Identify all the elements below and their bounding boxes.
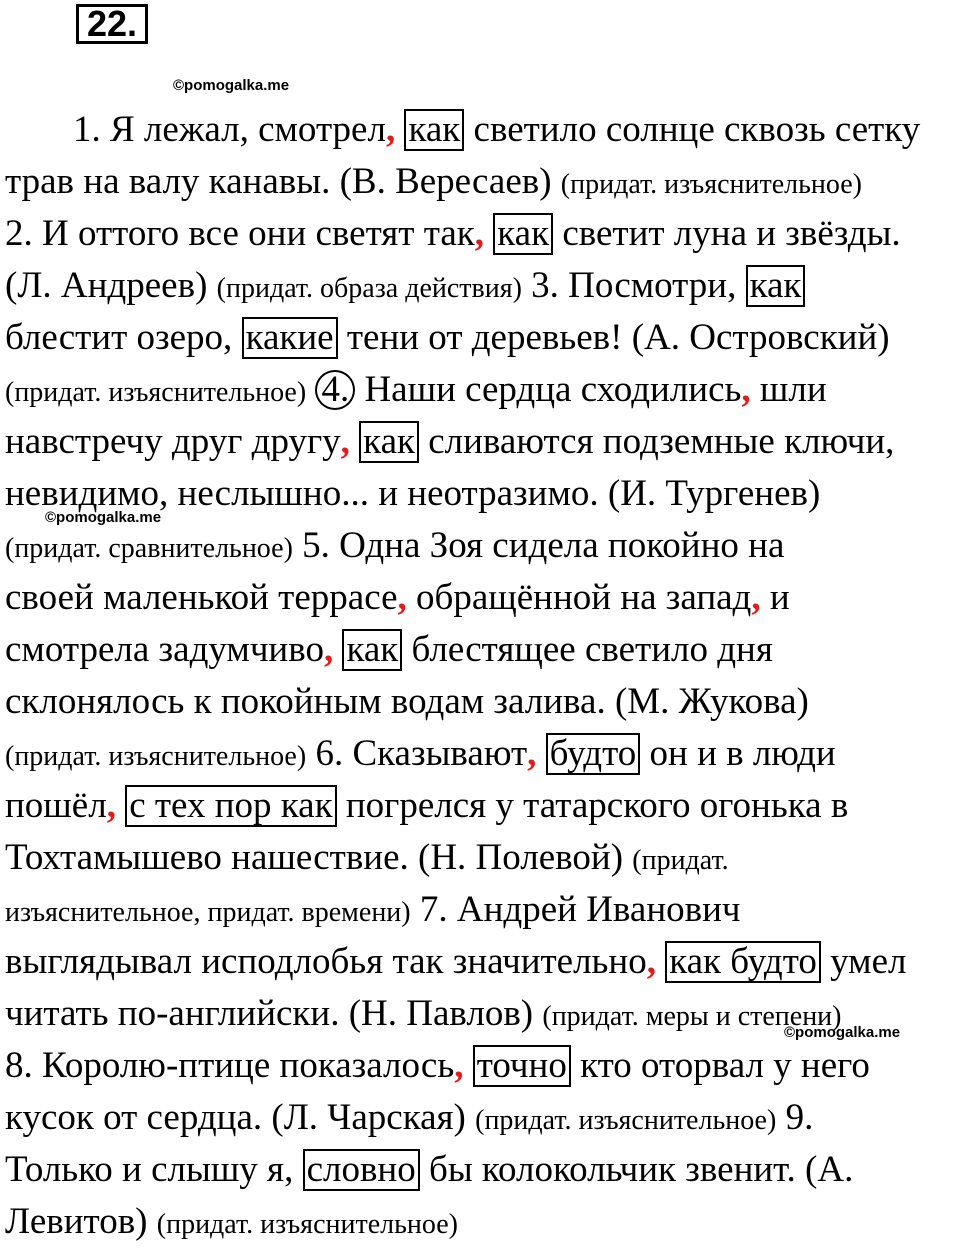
text-fragment: 1. Я лежал, смотрел bbox=[73, 109, 386, 150]
text-fragment: он и в люди bbox=[640, 733, 836, 774]
text-fragment bbox=[333, 629, 342, 670]
text-line bbox=[5, 728, 955, 780]
text-fragment: тени от деревьев! (А. Островский) bbox=[337, 317, 890, 358]
conjunction-box: как bbox=[404, 109, 464, 151]
text-fragment: 6. Сказывают bbox=[306, 733, 528, 774]
comma-mark: , bbox=[340, 421, 350, 462]
text-fragment: 9. bbox=[776, 1097, 814, 1138]
clause-type-note: изъяснительное, придат. времени) bbox=[5, 897, 411, 928]
text-line bbox=[5, 624, 955, 676]
text-line bbox=[5, 1144, 955, 1196]
text-fragment bbox=[350, 421, 359, 462]
text-line bbox=[5, 416, 955, 468]
text-line bbox=[5, 104, 955, 156]
clause-type-note: (придат. изъяснительное) bbox=[156, 1209, 458, 1240]
text-fragment: кто оторвал у него bbox=[570, 1045, 870, 1086]
text-fragment bbox=[536, 733, 545, 774]
text-fragment: (Л. Андреев) bbox=[5, 265, 217, 306]
conjunction-box: как bbox=[746, 265, 806, 307]
text-line bbox=[5, 260, 955, 312]
text-line bbox=[5, 1196, 955, 1248]
text-fragment: обращённой на запад bbox=[406, 577, 752, 618]
text-fragment: Наши сердца сходились bbox=[355, 369, 742, 410]
conjunction-box: с тех пор как bbox=[125, 785, 336, 827]
text-line bbox=[5, 936, 955, 988]
exercise-number: 22. bbox=[76, 4, 148, 44]
clause-type-note: (придат. изъяснительное) bbox=[5, 377, 307, 408]
text-fragment: читать по-английски. (Н. Павлов) bbox=[5, 993, 543, 1034]
watermark: ©pomogalka.me bbox=[784, 1024, 901, 1041]
conjunction-box: какие bbox=[242, 317, 338, 359]
clause-type-note: (придат. bbox=[632, 845, 729, 876]
text-fragment: светит луна и звёзды. bbox=[553, 213, 901, 254]
text-line bbox=[5, 572, 955, 624]
text-fragment: Левитов) bbox=[5, 1201, 157, 1242]
text-line bbox=[5, 832, 955, 884]
text-fragment: своей маленькой террасе bbox=[5, 577, 398, 618]
conjunction-box: как bbox=[493, 213, 553, 255]
clause-type-note: (придат. образа действия) bbox=[216, 273, 522, 304]
text-fragment: погрелся у татарского огонька в bbox=[336, 785, 849, 826]
text-fragment: 8. Королю-птице показалось bbox=[5, 1045, 455, 1086]
conjunction-box: как bbox=[359, 421, 419, 463]
text-fragment: 2. И оттого все они светят так bbox=[5, 213, 475, 254]
text-line bbox=[5, 520, 955, 572]
text-fragment: бы колокольчик звенит. (А. bbox=[419, 1149, 854, 1190]
text-line bbox=[5, 1092, 955, 1144]
text-fragment bbox=[395, 109, 404, 150]
conjunction-box: словно bbox=[303, 1149, 420, 1191]
text-fragment: выглядывал исподлобья так значительно bbox=[5, 941, 647, 982]
text-fragment bbox=[463, 1045, 472, 1086]
conjunction-box: будто bbox=[546, 733, 641, 775]
text-line bbox=[5, 676, 955, 728]
comma-mark: , bbox=[646, 941, 656, 982]
text-fragment: склонялось к покойным водам залива. (М. Жукова) bbox=[5, 681, 809, 722]
conjunction-box: точно bbox=[473, 1045, 571, 1087]
text-fragment: трав на валу канавы. (В. Вересаев) bbox=[5, 161, 561, 202]
comma-mark: , bbox=[323, 629, 334, 670]
text-fragment: невидимо, неслышно... и неотразимо. (И. Тургенев) bbox=[5, 473, 821, 514]
text-fragment: 5. Одна Зоя сидела покойно на bbox=[292, 525, 785, 566]
text-fragment: пошёл bbox=[5, 785, 107, 826]
clause-type-note: (придат. изъяснительное) bbox=[560, 169, 862, 200]
text-line bbox=[5, 468, 955, 520]
text-fragment bbox=[116, 785, 125, 826]
text-fragment: навстречу друг другу bbox=[5, 421, 341, 462]
text-fragment bbox=[484, 213, 493, 254]
text-fragment: блестит озеро, bbox=[5, 317, 242, 358]
text-fragment: шли bbox=[750, 369, 827, 410]
watermark: ©pomogalka.me bbox=[45, 509, 162, 526]
comma-mark: , bbox=[385, 109, 396, 150]
text-fragment: блестящее светило дня bbox=[402, 629, 773, 670]
text-fragment: кусок от сердца. (Л. Чарская) bbox=[5, 1097, 476, 1138]
comma-mark: , bbox=[527, 733, 537, 774]
clause-type-note: (придат. сравнительное) bbox=[5, 533, 293, 564]
clause-type-note: (придат. изъяснительное) bbox=[475, 1105, 777, 1136]
conjunction-box: как будто bbox=[665, 941, 821, 983]
text-fragment: и bbox=[760, 577, 790, 618]
comma-mark: , bbox=[751, 577, 761, 618]
exercise-text bbox=[5, 104, 955, 1248]
text-fragment bbox=[306, 369, 315, 410]
text-fragment: умел bbox=[820, 941, 907, 982]
watermark: ©pomogalka.me bbox=[173, 77, 290, 94]
text-fragment: Тохтамышево нашествие. (Н. Полевой) bbox=[5, 837, 633, 878]
text-line bbox=[5, 780, 955, 832]
comma-mark: , bbox=[474, 213, 484, 254]
clause-type-note: (придат. изъяснительное) bbox=[5, 741, 307, 772]
text-fragment bbox=[656, 941, 665, 982]
text-line bbox=[5, 312, 955, 364]
comma-mark: , bbox=[106, 785, 116, 826]
text-fragment: 7. Андрей Иванович bbox=[410, 889, 741, 930]
text-fragment: светило солнце сквозь сетку bbox=[464, 109, 921, 150]
comma-mark: , bbox=[397, 577, 407, 618]
text-line bbox=[5, 208, 955, 260]
text-line bbox=[5, 988, 955, 1040]
text-fragment: Только и слышу я, bbox=[5, 1149, 303, 1190]
text-fragment: сливаются подземные ключи, bbox=[418, 421, 895, 462]
text-line bbox=[5, 884, 955, 936]
text-fragment: смотрела задумчиво bbox=[5, 629, 324, 670]
text-fragment: 3. Посмотри, bbox=[521, 265, 746, 306]
text-line bbox=[5, 156, 955, 208]
comma-mark: , bbox=[454, 1045, 464, 1086]
circled-number: 4. bbox=[315, 370, 355, 410]
text-line bbox=[5, 1040, 955, 1092]
clause-type-note: (придат. меры и степени) bbox=[542, 1001, 842, 1032]
conjunction-box: как bbox=[342, 629, 402, 671]
comma-mark: , bbox=[741, 369, 751, 410]
text-line bbox=[5, 364, 955, 416]
